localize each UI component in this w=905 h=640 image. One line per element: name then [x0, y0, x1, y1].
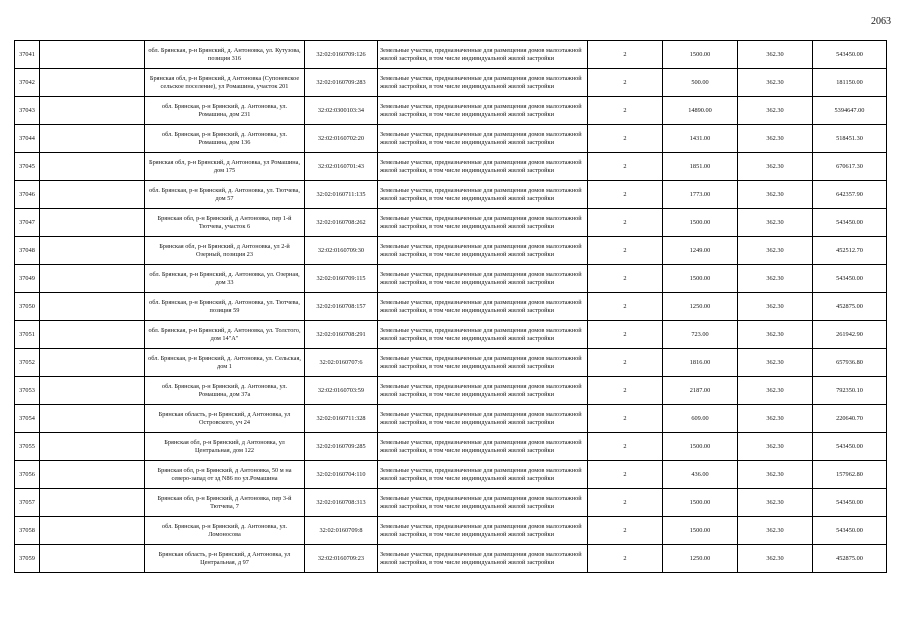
empty-cell: [40, 237, 145, 265]
category-cell: 2: [588, 349, 663, 377]
row-id-cell: 37051: [15, 321, 40, 349]
total-value-cell: 452512.70: [813, 237, 887, 265]
cadastral-number-cell: 32:02:0160708:313: [305, 489, 378, 517]
cadastral-number-cell: 32:02:0160709:30: [305, 237, 378, 265]
category-cell: 2: [588, 97, 663, 125]
area-cell: 500.00: [663, 69, 738, 97]
rate-cell: 362.30: [738, 41, 813, 69]
table-row: [15, 237, 887, 265]
cadastral-number-cell: 32:02:0160707:6: [305, 349, 378, 377]
area-cell: 1500.00: [663, 265, 738, 293]
total-value-cell: 543450.00: [813, 265, 887, 293]
empty-cell: [40, 69, 145, 97]
area-cell: 1851.00: [663, 153, 738, 181]
category-cell: 2: [588, 153, 663, 181]
row-id-cell: 37049: [15, 265, 40, 293]
address-cell: Брянская обл, р-н Брянский, д Антоновка, пер 1-й Тютчева, участок 6: [145, 209, 305, 237]
row-id-cell: 37055: [15, 433, 40, 461]
cadastral-number-cell: 32:02:0160711:328: [305, 405, 378, 433]
category-cell: 2: [588, 181, 663, 209]
address-cell: Брянская обл, р-н Брянский, д Антоновка, 50 м на северо-запад от зд N86 по ул.Ромашина: [145, 461, 305, 489]
area-cell: 2187.00: [663, 377, 738, 405]
rate-cell: 362.30: [738, 405, 813, 433]
area-cell: 1773.00: [663, 181, 738, 209]
land-use-cell: Земельные участки, предназначенные для размещения домов малоэтажной жилой застройки, в том числе индивидуальной жилой застройки: [378, 405, 588, 433]
total-value-cell: 642357.90: [813, 181, 887, 209]
row-id-cell: 37054: [15, 405, 40, 433]
table-row: [15, 153, 887, 181]
cadastral-number-cell: 32:02:0160711:135: [305, 181, 378, 209]
category-cell: 2: [588, 41, 663, 69]
empty-cell: [40, 41, 145, 69]
cadastral-number-cell: 32:02:0160708:291: [305, 321, 378, 349]
category-cell: 2: [588, 405, 663, 433]
empty-cell: [40, 405, 145, 433]
rate-cell: 362.30: [738, 461, 813, 489]
empty-cell: [40, 181, 145, 209]
row-id-cell: 37041: [15, 41, 40, 69]
area-cell: 1249.00: [663, 237, 738, 265]
cadastral-number-cell: 32:02:0160704:110: [305, 461, 378, 489]
rate-cell: 362.30: [738, 433, 813, 461]
address-cell: обл. Брянская, р-н Брянский, д. Антоновка, ул. Толстого, дом 14"А": [145, 321, 305, 349]
cadastral-number-cell: 32:02:0160702:20: [305, 125, 378, 153]
total-value-cell: 543450.00: [813, 209, 887, 237]
category-cell: 2: [588, 209, 663, 237]
area-cell: 609.00: [663, 405, 738, 433]
rate-cell: 362.30: [738, 153, 813, 181]
table-row: [15, 293, 887, 321]
address-cell: Брянская обл, р-н Брянский, д Антоновка, ул 2-й Озерный, позиция 23: [145, 237, 305, 265]
category-cell: 2: [588, 433, 663, 461]
area-cell: 1500.00: [663, 41, 738, 69]
category-cell: 2: [588, 69, 663, 97]
total-value-cell: 181150.00: [813, 69, 887, 97]
land-use-cell: Земельные участки, предназначенные для размещения домов малоэтажной жилой застройки, в том числе индивидуальной жилой застройки: [378, 41, 588, 69]
row-id-cell: 37048: [15, 237, 40, 265]
area-cell: 1816.00: [663, 349, 738, 377]
empty-cell: [40, 125, 145, 153]
table-row: [15, 517, 887, 545]
empty-cell: [40, 349, 145, 377]
empty-cell: [40, 293, 145, 321]
table-row: [15, 349, 887, 377]
cadastral-number-cell: 32:02:0160708:157: [305, 293, 378, 321]
land-use-cell: Земельные участки, предназначенные для размещения домов малоэтажной жилой застройки, в том числе индивидуальной жилой застройки: [378, 181, 588, 209]
page-number: 2063: [871, 16, 891, 27]
table-row: [15, 489, 887, 517]
table-row: [15, 209, 887, 237]
table-row: [15, 461, 887, 489]
land-use-cell: Земельные участки, предназначенные для размещения домов малоэтажной жилой застройки, в том числе индивидуальной жилой застройки: [378, 209, 588, 237]
land-register-table: [14, 40, 887, 573]
cadastral-number-cell: 32:02:0160703:59: [305, 377, 378, 405]
table-row: [15, 545, 887, 573]
land-use-cell: Земельные участки, предназначенные для размещения домов малоэтажной жилой застройки, в том числе индивидуальной жилой застройки: [378, 97, 588, 125]
total-value-cell: 220640.70: [813, 405, 887, 433]
rate-cell: 362.30: [738, 517, 813, 545]
row-id-cell: 37058: [15, 517, 40, 545]
land-use-cell: Земельные участки, предназначенные для размещения домов малоэтажной жилой застройки, в том числе индивидуальной жилой застройки: [378, 489, 588, 517]
address-cell: Брянская обл, р-н Брянский, д Антоновка, ул Ромашина, дом 175: [145, 153, 305, 181]
address-cell: обл. Брянская, р-н Брянский, д. Антоновка, ул. Ромашина, дом 37а: [145, 377, 305, 405]
land-use-cell: Земельные участки, предназначенные для размещения домов малоэтажной жилой застройки, в том числе индивидуальной жилой застройки: [378, 153, 588, 181]
total-value-cell: 657936.80: [813, 349, 887, 377]
empty-cell: [40, 209, 145, 237]
row-id-cell: 37046: [15, 181, 40, 209]
table-row: [15, 405, 887, 433]
land-use-cell: Земельные участки, предназначенные для размещения домов малоэтажной жилой застройки, в том числе индивидуальной жилой застройки: [378, 349, 588, 377]
table-row: [15, 265, 887, 293]
row-id-cell: 37050: [15, 293, 40, 321]
address-cell: Брянская область, р-н Брянский, д Антоновка, ул Центральная, д 97: [145, 545, 305, 573]
rate-cell: 362.30: [738, 237, 813, 265]
empty-cell: [40, 265, 145, 293]
cadastral-number-cell: 32:02:0300103:34: [305, 97, 378, 125]
total-value-cell: 543450.00: [813, 433, 887, 461]
address-cell: обл. Брянская, р-н Брянский, д. Антоновка, ул. Сельская, дом 1: [145, 349, 305, 377]
empty-cell: [40, 433, 145, 461]
empty-cell: [40, 461, 145, 489]
land-use-cell: Земельные участки, предназначенные для размещения домов малоэтажной жилой застройки, в том числе индивидуальной жилой застройки: [378, 545, 588, 573]
area-cell: 14890.00: [663, 97, 738, 125]
empty-cell: [40, 489, 145, 517]
total-value-cell: 5394647.00: [813, 97, 887, 125]
empty-cell: [40, 97, 145, 125]
category-cell: 2: [588, 377, 663, 405]
land-use-cell: Земельные участки, предназначенные для размещения домов малоэтажной жилой застройки, в том числе индивидуальной жилой застройки: [378, 265, 588, 293]
land-use-cell: Земельные участки, предназначенные для размещения домов малоэтажной жилой застройки, в том числе индивидуальной жилой застройки: [378, 517, 588, 545]
category-cell: 2: [588, 125, 663, 153]
total-value-cell: 543450.00: [813, 489, 887, 517]
table-row: [15, 181, 887, 209]
empty-cell: [40, 545, 145, 573]
table-row: [15, 433, 887, 461]
table-row: [15, 125, 887, 153]
rate-cell: 362.30: [738, 125, 813, 153]
cadastral-number-cell: 32:02:0160709:126: [305, 41, 378, 69]
total-value-cell: 261942.90: [813, 321, 887, 349]
category-cell: 2: [588, 545, 663, 573]
empty-cell: [40, 517, 145, 545]
address-cell: обл. Брянская, р-н Брянский, д. Антоновка, ул. Ромашина, дом 136: [145, 125, 305, 153]
cadastral-number-cell: 32:02:0160708:262: [305, 209, 378, 237]
category-cell: 2: [588, 293, 663, 321]
total-value-cell: 452875.00: [813, 293, 887, 321]
empty-cell: [40, 321, 145, 349]
rate-cell: 362.30: [738, 545, 813, 573]
category-cell: 2: [588, 517, 663, 545]
land-use-cell: Земельные участки, предназначенные для размещения домов малоэтажной жилой застройки, в том числе индивидуальной жилой застройки: [378, 461, 588, 489]
land-use-cell: Земельные участки, предназначенные для размещения домов малоэтажной жилой застройки, в том числе индивидуальной жилой застройки: [378, 433, 588, 461]
empty-cell: [40, 377, 145, 405]
category-cell: 2: [588, 489, 663, 517]
land-use-cell: Земельные участки, предназначенные для размещения домов малоэтажной жилой застройки, в том числе индивидуальной жилой застройки: [378, 69, 588, 97]
cadastral-number-cell: 32:02:0160709:283: [305, 69, 378, 97]
land-use-cell: Земельные участки, предназначенные для размещения домов малоэтажной жилой застройки, в том числе индивидуальной жилой застройки: [378, 377, 588, 405]
area-cell: 1500.00: [663, 209, 738, 237]
land-use-cell: Земельные участки, предназначенные для размещения домов малоэтажной жилой застройки, в том числе индивидуальной жилой застройки: [378, 321, 588, 349]
row-id-cell: 37053: [15, 377, 40, 405]
area-cell: 723.00: [663, 321, 738, 349]
area-cell: 436.00: [663, 461, 738, 489]
area-cell: 1500.00: [663, 433, 738, 461]
row-id-cell: 37043: [15, 97, 40, 125]
cadastral-number-cell: 32:02:0160701:43: [305, 153, 378, 181]
rate-cell: 362.30: [738, 377, 813, 405]
address-cell: Брянская обл, р-н Брянский, д Антоновка (Супоневское сельское поселение), ул Ромашина, участок 201: [145, 69, 305, 97]
row-id-cell: 37057: [15, 489, 40, 517]
table-row: [15, 377, 887, 405]
total-value-cell: 543450.00: [813, 517, 887, 545]
table-row: [15, 321, 887, 349]
address-cell: обл. Брянская, р-н Брянский, д. Антоновка, ул. Тютчева, дом 57: [145, 181, 305, 209]
cadastral-number-cell: 32:02:0160709:115: [305, 265, 378, 293]
address-cell: Брянская обл, р-н Брянский, д Антоновка, пер 3-й Тютчева, 7: [145, 489, 305, 517]
row-id-cell: 37044: [15, 125, 40, 153]
rate-cell: 362.30: [738, 349, 813, 377]
category-cell: 2: [588, 237, 663, 265]
address-cell: обл. Брянская, р-н Брянский, д. Антоновка, ул. Ромашина, дом 231: [145, 97, 305, 125]
row-id-cell: 37059: [15, 545, 40, 573]
row-id-cell: 37052: [15, 349, 40, 377]
table-row: [15, 69, 887, 97]
address-cell: Брянская обл, р-н Брянский, д Антоновка, ул Центральная, дом 122: [145, 433, 305, 461]
table-row: [15, 97, 887, 125]
rate-cell: 362.30: [738, 97, 813, 125]
rate-cell: 362.30: [738, 209, 813, 237]
row-id-cell: 37047: [15, 209, 40, 237]
total-value-cell: 792350.10: [813, 377, 887, 405]
total-value-cell: 157962.80: [813, 461, 887, 489]
category-cell: 2: [588, 265, 663, 293]
total-value-cell: 518451.30: [813, 125, 887, 153]
empty-cell: [40, 153, 145, 181]
land-use-cell: Земельные участки, предназначенные для размещения домов малоэтажной жилой застройки, в том числе индивидуальной жилой застройки: [378, 293, 588, 321]
row-id-cell: 37042: [15, 69, 40, 97]
rate-cell: 362.30: [738, 265, 813, 293]
address-cell: обл. Брянская, р-н Брянский, д. Антоновка, ул. Озерная, дом 33: [145, 265, 305, 293]
land-use-cell: Земельные участки, предназначенные для размещения домов малоэтажной жилой застройки, в том числе индивидуальной жилой застройки: [378, 237, 588, 265]
area-cell: 1250.00: [663, 293, 738, 321]
area-cell: 1500.00: [663, 489, 738, 517]
row-id-cell: 37056: [15, 461, 40, 489]
total-value-cell: 670617.30: [813, 153, 887, 181]
area-cell: 1431.00: [663, 125, 738, 153]
address-cell: обл. Брянская, р-н Брянский, д. Антоновка, ул. Кутузова, позиция 316: [145, 41, 305, 69]
address-cell: обл. Брянская, р-н Брянский, д. Антоновка, ул. Ломоносова: [145, 517, 305, 545]
table-row: [15, 41, 887, 69]
cadastral-number-cell: 32:02:0160709:8: [305, 517, 378, 545]
cadastral-number-cell: 32:02:0160709:23: [305, 545, 378, 573]
rate-cell: 362.30: [738, 321, 813, 349]
rate-cell: 362.30: [738, 293, 813, 321]
table-body: [15, 41, 887, 573]
category-cell: 2: [588, 321, 663, 349]
rate-cell: 362.30: [738, 489, 813, 517]
area-cell: 1250.00: [663, 545, 738, 573]
total-value-cell: 543450.00: [813, 41, 887, 69]
cadastral-number-cell: 32:02:0160709:285: [305, 433, 378, 461]
rate-cell: 362.30: [738, 181, 813, 209]
land-use-cell: Земельные участки, предназначенные для размещения домов малоэтажной жилой застройки, в том числе индивидуальной жилой застройки: [378, 125, 588, 153]
category-cell: 2: [588, 461, 663, 489]
total-value-cell: 452875.00: [813, 545, 887, 573]
row-id-cell: 37045: [15, 153, 40, 181]
rate-cell: 362.30: [738, 69, 813, 97]
area-cell: 1500.00: [663, 517, 738, 545]
address-cell: Брянская область, р-н Брянский, д Антоновка, ул Островского, уч 24: [145, 405, 305, 433]
address-cell: обл. Брянская, р-н Брянский, д. Антоновка, ул. Тютчева, позиция 59: [145, 293, 305, 321]
